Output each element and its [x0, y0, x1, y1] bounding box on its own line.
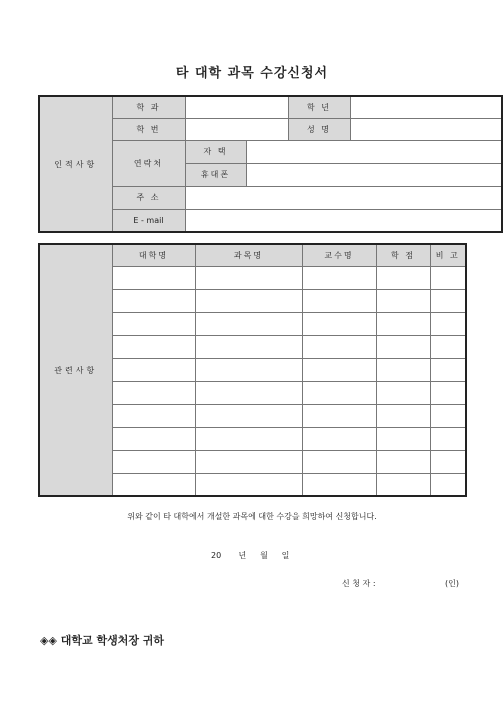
- personal-section-label: 인적사항: [39, 96, 112, 232]
- contact-label: 연락처: [112, 140, 185, 186]
- course-cell[interactable]: [430, 289, 466, 312]
- course-cell[interactable]: [112, 289, 195, 312]
- course-cell[interactable]: [376, 450, 430, 473]
- col-header-univ: 대학명: [112, 244, 195, 266]
- email-label: E - mail: [112, 209, 185, 232]
- mobile-field[interactable]: [246, 163, 502, 186]
- home-phone-field[interactable]: [246, 140, 502, 163]
- recipient-line: ◈◈ 대학교 학생처장 귀하: [40, 634, 165, 647]
- course-cell[interactable]: [195, 289, 302, 312]
- course-table: [38, 243, 467, 497]
- course-cell[interactable]: [112, 381, 195, 404]
- course-cell[interactable]: [302, 450, 376, 473]
- course-cell[interactable]: [302, 312, 376, 335]
- course-cell[interactable]: [430, 335, 466, 358]
- course-cell[interactable]: [112, 427, 195, 450]
- email-field[interactable]: [185, 209, 502, 232]
- course-cell[interactable]: [112, 450, 195, 473]
- col-header-remarks: 비 고: [430, 244, 466, 266]
- course-cell[interactable]: [430, 312, 466, 335]
- dept-label: 학 과: [112, 96, 185, 118]
- course-cell[interactable]: [376, 335, 430, 358]
- personal-info-table: [38, 95, 503, 233]
- course-cell[interactable]: [112, 358, 195, 381]
- applicant-label: 신 청 자 :: [342, 579, 376, 588]
- course-cell[interactable]: [430, 450, 466, 473]
- course-cell[interactable]: [430, 381, 466, 404]
- course-cell[interactable]: [195, 404, 302, 427]
- col-header-credit: 학 점: [376, 244, 430, 266]
- course-cell[interactable]: [195, 266, 302, 289]
- course-cell[interactable]: [195, 450, 302, 473]
- course-cell[interactable]: [302, 266, 376, 289]
- course-cell[interactable]: [376, 289, 430, 312]
- course-cell[interactable]: [195, 427, 302, 450]
- course-cell[interactable]: [195, 358, 302, 381]
- course-cell[interactable]: [302, 358, 376, 381]
- student-id-field[interactable]: [185, 118, 288, 140]
- page-title: 타 대학 과목 수강신청서: [175, 66, 329, 81]
- course-cell[interactable]: [302, 473, 376, 496]
- address-field[interactable]: [185, 186, 502, 209]
- course-cell[interactable]: [112, 335, 195, 358]
- course-cell[interactable]: [302, 404, 376, 427]
- course-cell[interactable]: [302, 381, 376, 404]
- date-day-label: 일: [281, 551, 290, 560]
- course-cell[interactable]: [376, 427, 430, 450]
- course-cell[interactable]: [112, 312, 195, 335]
- course-cell[interactable]: [376, 358, 430, 381]
- course-cell[interactable]: [430, 473, 466, 496]
- course-cell[interactable]: [195, 473, 302, 496]
- course-cell[interactable]: [430, 404, 466, 427]
- course-cell[interactable]: [195, 381, 302, 404]
- home-phone-label: 자 택: [185, 140, 246, 163]
- student-id-label: 학 번: [112, 118, 185, 140]
- application-statement: 위와 같이 타 대학에서 개설한 과목에 대한 수강을 희망하여 신청합니다.: [127, 512, 377, 521]
- course-cell[interactable]: [376, 404, 430, 427]
- course-cell[interactable]: [430, 427, 466, 450]
- course-cell[interactable]: [376, 266, 430, 289]
- name-field[interactable]: [350, 118, 502, 140]
- col-header-course: 과목명: [195, 244, 302, 266]
- date-month-label: 월: [260, 551, 268, 560]
- course-cell[interactable]: [112, 473, 195, 496]
- date-prefix: 20: [211, 551, 222, 560]
- year-label: 학 년: [288, 96, 350, 118]
- course-cell[interactable]: [195, 335, 302, 358]
- course-cell[interactable]: [430, 358, 466, 381]
- course-cell[interactable]: [112, 266, 195, 289]
- course-cell[interactable]: [302, 289, 376, 312]
- year-field[interactable]: [350, 96, 502, 118]
- seal-label: (인): [445, 579, 459, 588]
- course-cell[interactable]: [376, 473, 430, 496]
- date-year-label: 년: [238, 551, 247, 560]
- course-section-label: 관련사항: [39, 244, 112, 496]
- address-label: 주 소: [112, 186, 185, 209]
- course-cell[interactable]: [112, 404, 195, 427]
- course-cell[interactable]: [376, 312, 430, 335]
- date-line: [211, 550, 289, 561]
- course-cell[interactable]: [195, 312, 302, 335]
- dept-field[interactable]: [185, 96, 288, 118]
- mobile-label: 휴대폰: [185, 163, 246, 186]
- course-cell[interactable]: [302, 335, 376, 358]
- course-cell[interactable]: [430, 266, 466, 289]
- course-cell[interactable]: [302, 427, 376, 450]
- name-label: 성 명: [288, 118, 350, 140]
- course-cell[interactable]: [376, 381, 430, 404]
- col-header-professor: 교수명: [302, 244, 376, 266]
